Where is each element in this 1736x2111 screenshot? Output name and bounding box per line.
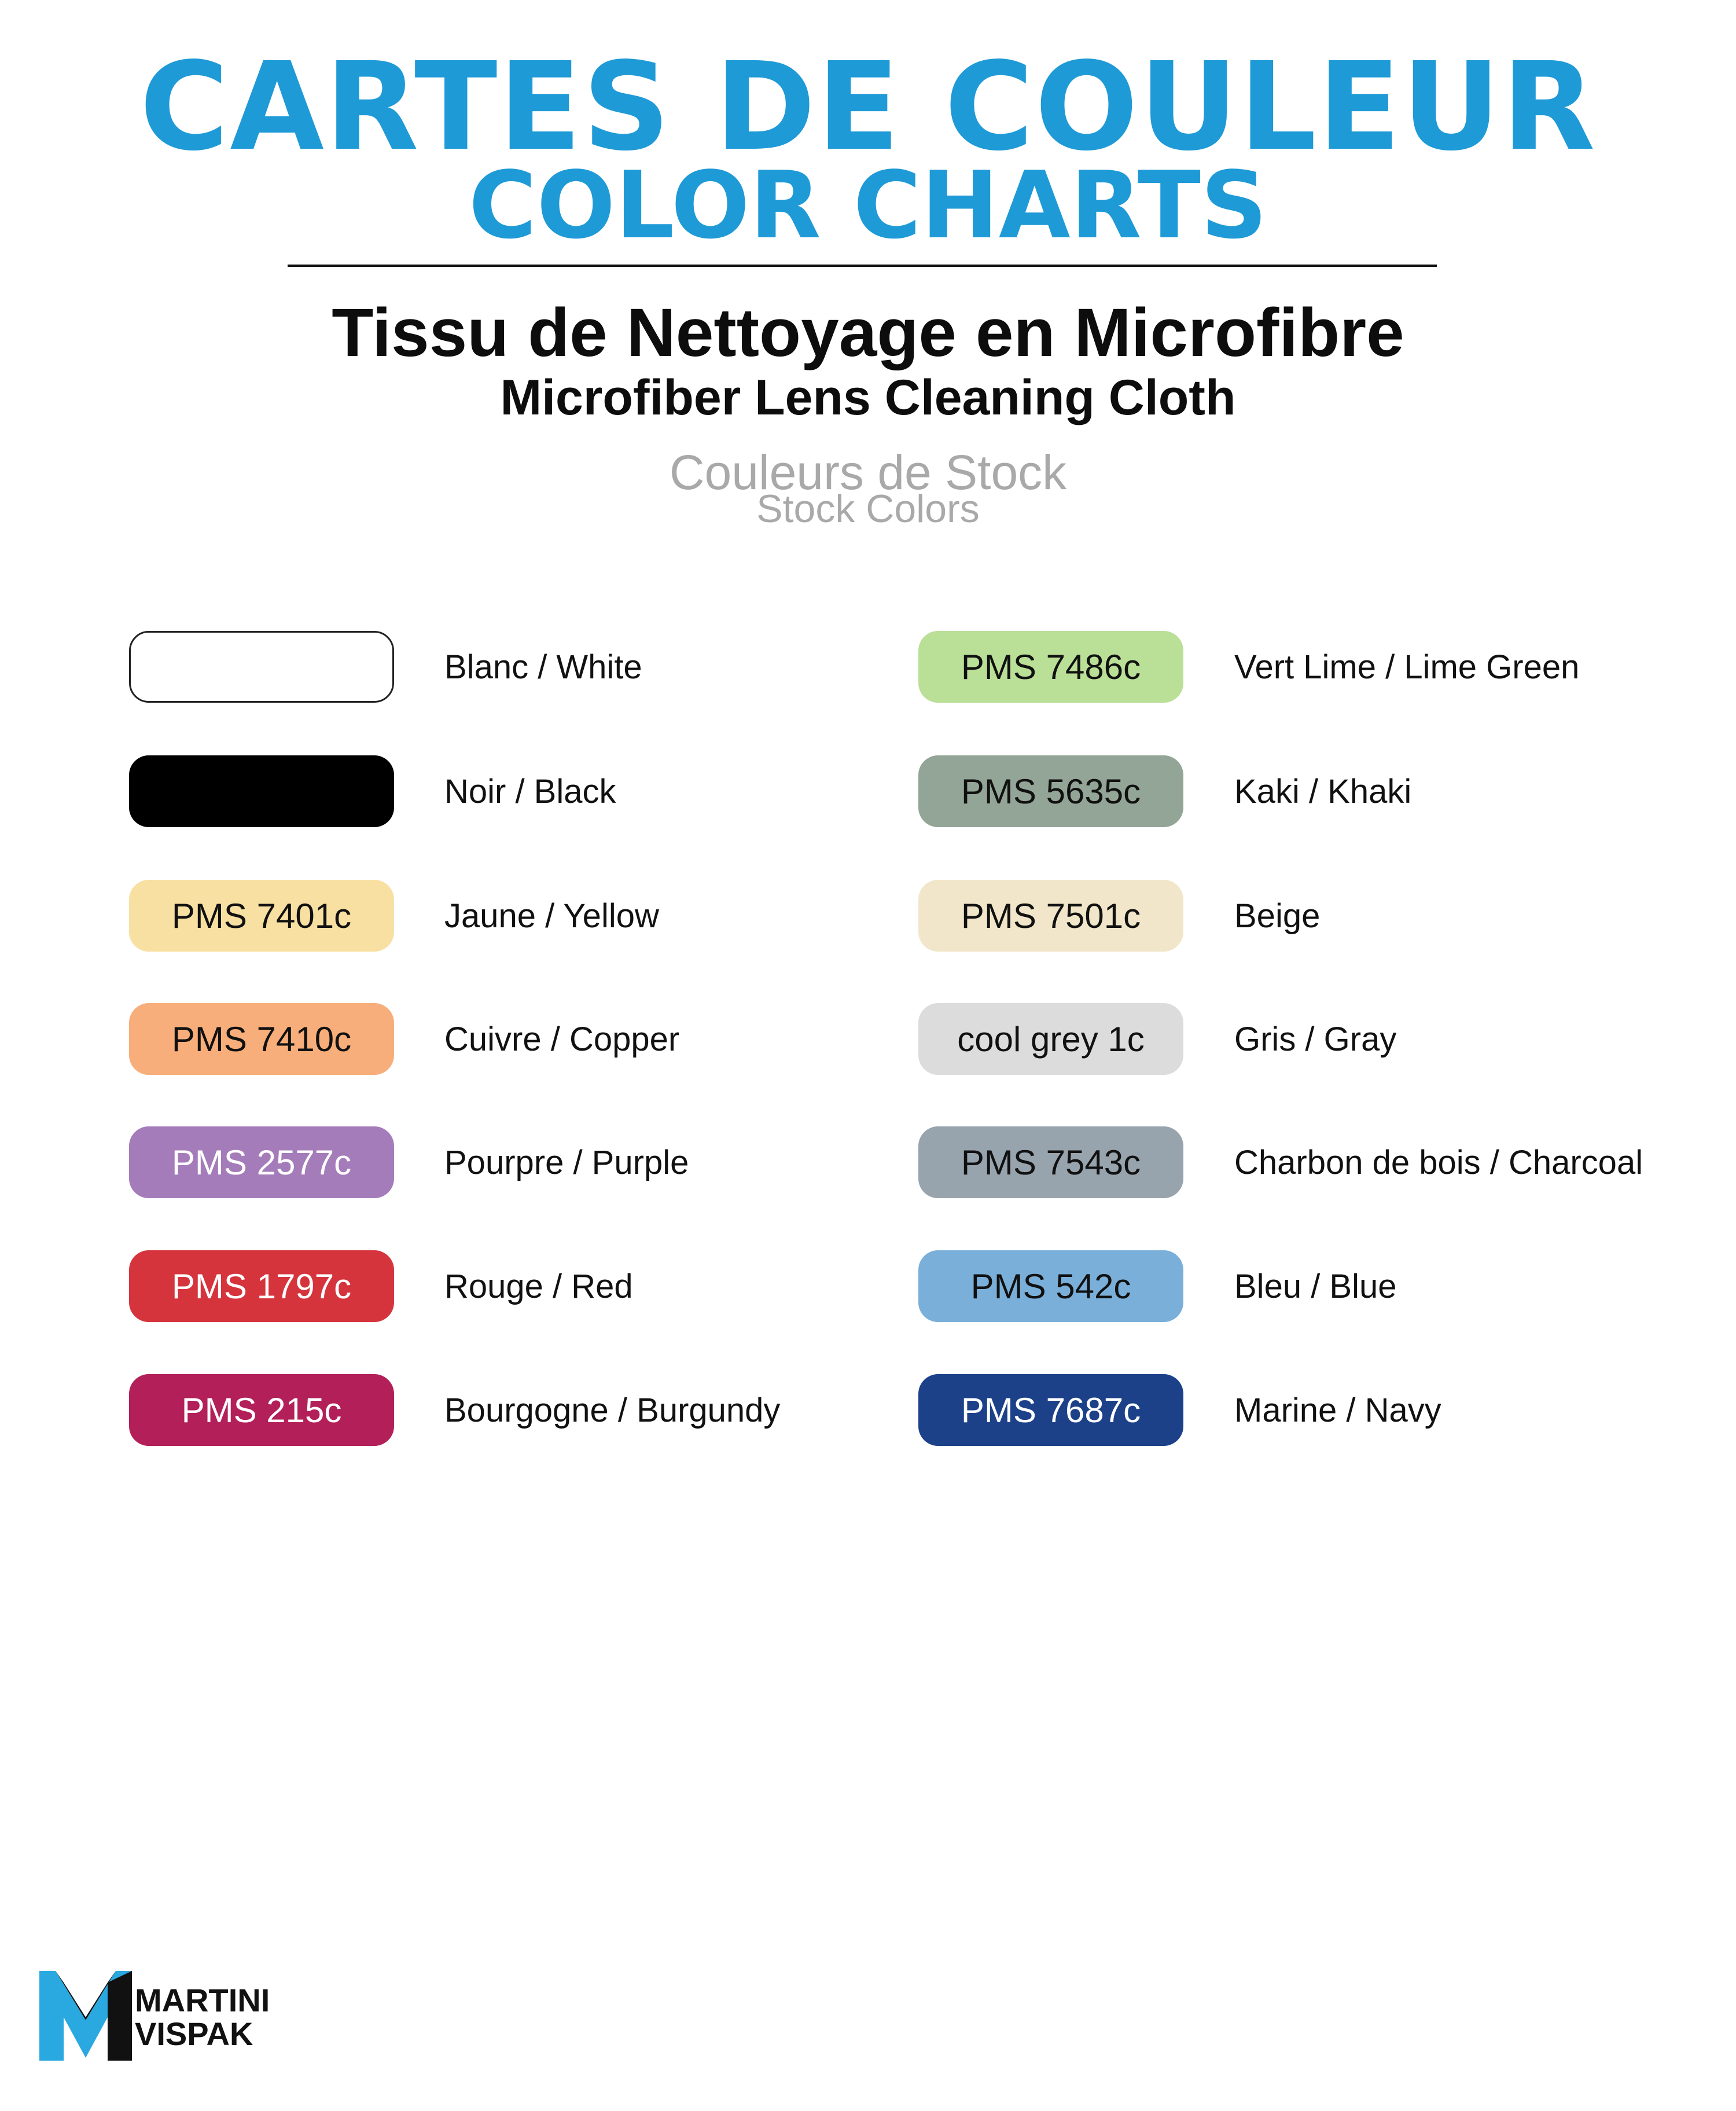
stock-colors-english: Stock Colors	[756, 487, 980, 531]
swatch-blue: PMS 542c	[918, 1250, 1183, 1322]
company-logo	[39, 1971, 277, 2064]
stock-colors-french: Couleurs de Stock	[669, 445, 1067, 500]
swatch-white	[129, 631, 394, 703]
color-label-black: Noir / Black	[444, 772, 616, 810]
swatch-navy: PMS 7687c	[918, 1374, 1183, 1446]
divider	[288, 265, 1437, 267]
swatch-purple: PMS 2577c	[129, 1126, 394, 1198]
color-label-burgundy: Bourgogne / Burgundy	[444, 1391, 781, 1429]
color-label-beige: Beige	[1234, 897, 1321, 935]
color-label-lime-green: Vert Lime / Lime Green	[1234, 648, 1580, 686]
color-label-purple: Pourpre / Purple	[444, 1143, 689, 1181]
color-label-red: Rouge / Red	[444, 1267, 633, 1305]
logo-text-line1: MARTINI	[135, 1982, 270, 2018]
color-label-blue: Bleu / Blue	[1234, 1267, 1397, 1305]
color-label-gray: Gris / Gray	[1234, 1020, 1397, 1058]
title-english: COLOR CHARTS	[468, 151, 1268, 259]
swatch-khaki: PMS 5635c	[918, 755, 1183, 827]
color-label-yellow: Jaune / Yellow	[444, 897, 659, 935]
swatch-red: PMS 1797c	[129, 1250, 394, 1322]
color-label-white: Blanc / White	[444, 648, 642, 686]
logo-text-line2: VISPAK	[135, 2015, 253, 2052]
swatch-yellow: PMS 7401c	[129, 880, 394, 952]
swatch-gray: cool grey 1c	[918, 1003, 1183, 1075]
color-label-charcoal: Charbon de bois / Charcoal	[1234, 1143, 1643, 1181]
swatch-black	[129, 755, 394, 827]
logo-m-mark	[39, 1971, 132, 2064]
title-french: CARTES DE COULEUR	[139, 36, 1597, 178]
color-label-navy: Marine / Navy	[1234, 1391, 1441, 1429]
swatch-beige: PMS 7501c	[918, 880, 1183, 952]
swatch-charcoal: PMS 7543c	[918, 1126, 1183, 1198]
color-label-khaki: Kaki / Khaki	[1234, 772, 1412, 810]
product-name-french: Tissu de Nettoyage en Microfibre	[332, 295, 1404, 371]
swatch-lime-green: PMS 7486c	[918, 631, 1183, 703]
color-label-copper: Cuivre / Copper	[444, 1020, 680, 1058]
product-name-english: Microfiber Lens Cleaning Cloth	[500, 370, 1236, 425]
swatch-copper: PMS 7410c	[129, 1003, 394, 1075]
swatch-burgundy: PMS 215c	[129, 1374, 394, 1446]
